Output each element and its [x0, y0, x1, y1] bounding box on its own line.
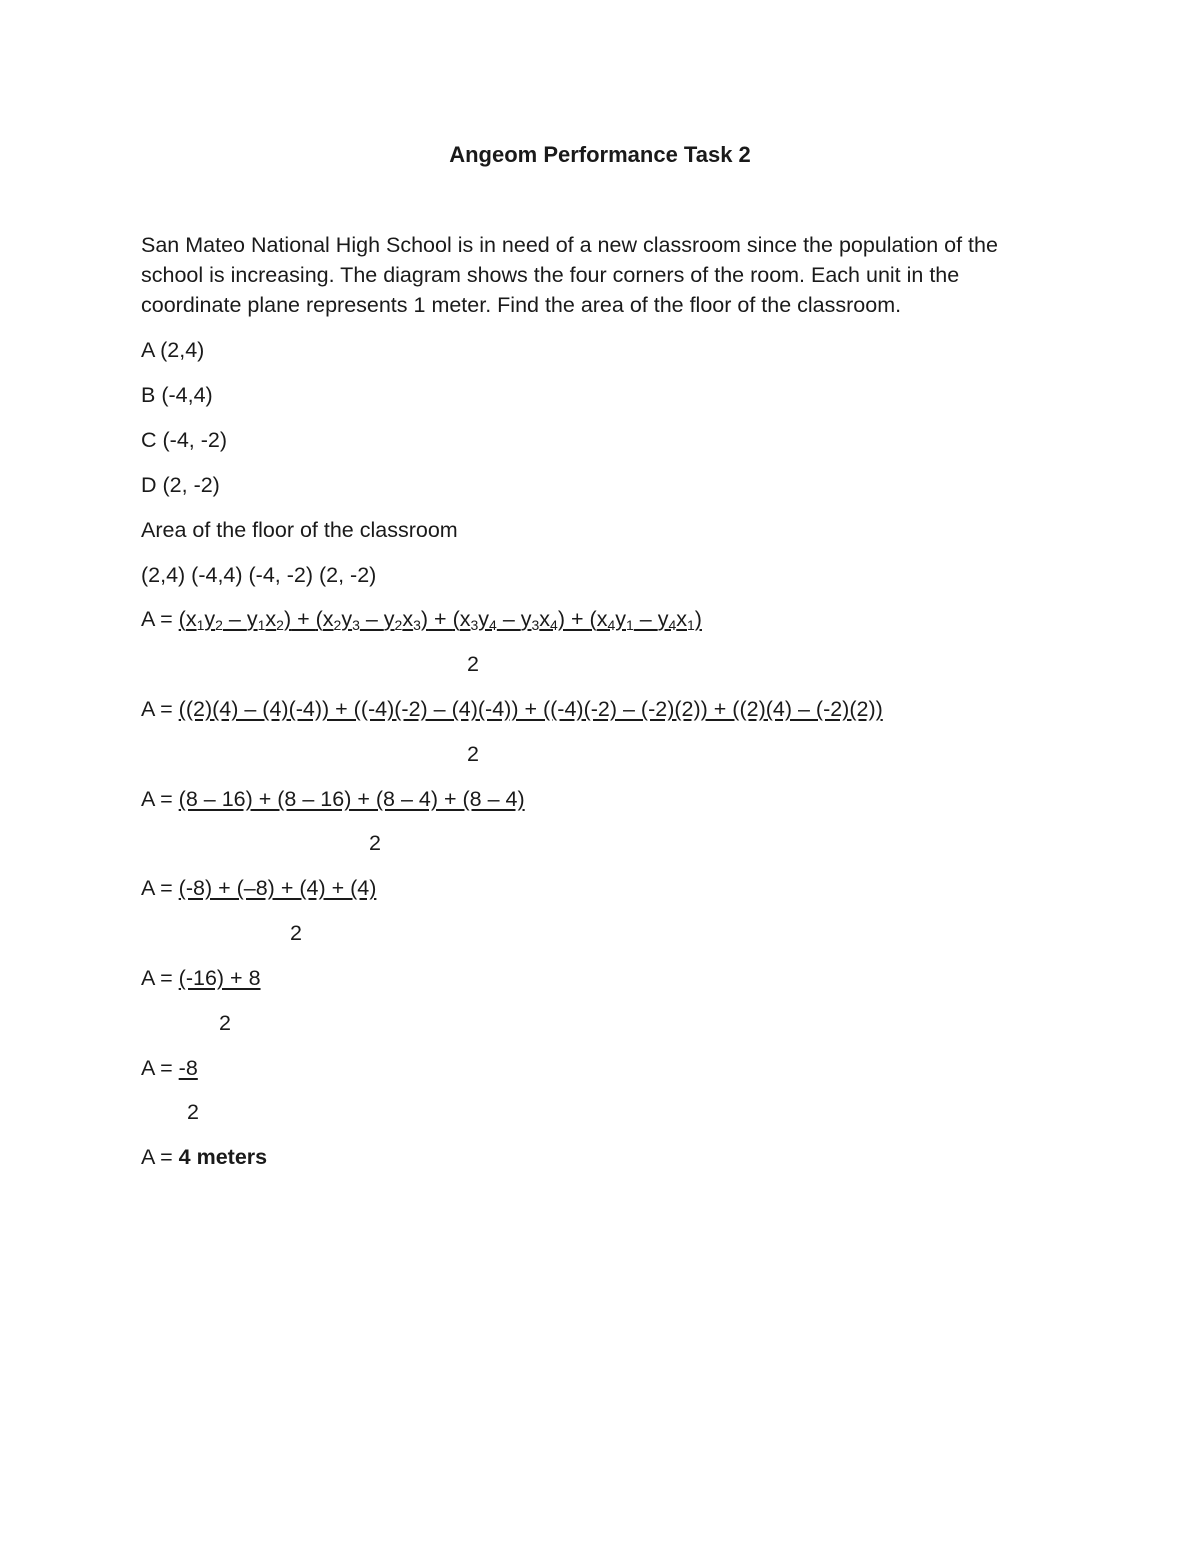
final-prefix: A =	[141, 1145, 179, 1169]
formula-numerator: $(x_1y_2 - y_1x_2) + (x_2y_3 - y_2x_3) + (x_3y_4 - y_3x_4) + (x_4y_1 - y_4x_1)$	[178, 607, 702, 633]
step-prefix: A =	[141, 787, 179, 811]
final-answer-line	[141, 1144, 267, 1170]
point-d: D (2, -2)	[141, 473, 220, 497]
step-numerator: -8	[178, 1056, 198, 1080]
document-title: Angeom Performance Task 2	[449, 142, 751, 167]
step-numerator: ((2)(4) – (4)(-4)) + ((-4)(-2) – (4)(-4)) + ((-4)(-2) – (-2)(2)) + ((2)(4) – (-2)(2))	[178, 697, 883, 721]
point-a: A (2,4)	[141, 338, 205, 362]
problem-statement: San Mateo National High School is in need of a new classroom since the population of the school is increasing. The diagram shows the four corners of the room. Each unit in the coordinate plane represents 1 meter. Find the area of the floor of the classroom.	[141, 233, 998, 317]
step-2-denominator: 2	[369, 831, 381, 855]
step-numerator: (8 – 16) + (8 – 16) + (8 – 4) + (8 – 4)	[178, 787, 525, 811]
final-answer: 4 meters	[178, 1145, 268, 1169]
step-numerator: (-8) + (–8) + (4) + (4)	[178, 876, 377, 900]
step-prefix: A =	[141, 697, 179, 721]
step-3-denominator: 2	[290, 921, 302, 945]
formula-denominator: 2	[467, 652, 479, 676]
step-prefix: A =	[141, 966, 179, 990]
step-5-denominator: 2	[187, 1100, 199, 1124]
step-2	[141, 786, 525, 812]
step-prefix: A =	[141, 876, 179, 900]
step-4	[141, 965, 261, 991]
point-b: B (-4,4)	[141, 383, 213, 407]
step-4-denominator: 2	[219, 1011, 231, 1035]
step-1	[141, 696, 883, 722]
point-c: C (-4, -2)	[141, 428, 227, 452]
shoelace-formula	[141, 606, 702, 632]
step-3	[141, 875, 376, 901]
step-prefix: A =	[141, 1056, 179, 1080]
step-numerator: (-16) + 8	[178, 966, 261, 990]
coordinate-list: (2,4) (-4,4) (-4, -2) (2, -2)	[141, 563, 377, 587]
step-1-denominator: 2	[467, 742, 479, 766]
formula-prefix: A =	[141, 607, 179, 631]
step-5	[141, 1055, 198, 1081]
area-heading: Area of the floor of the classroom	[141, 518, 458, 542]
